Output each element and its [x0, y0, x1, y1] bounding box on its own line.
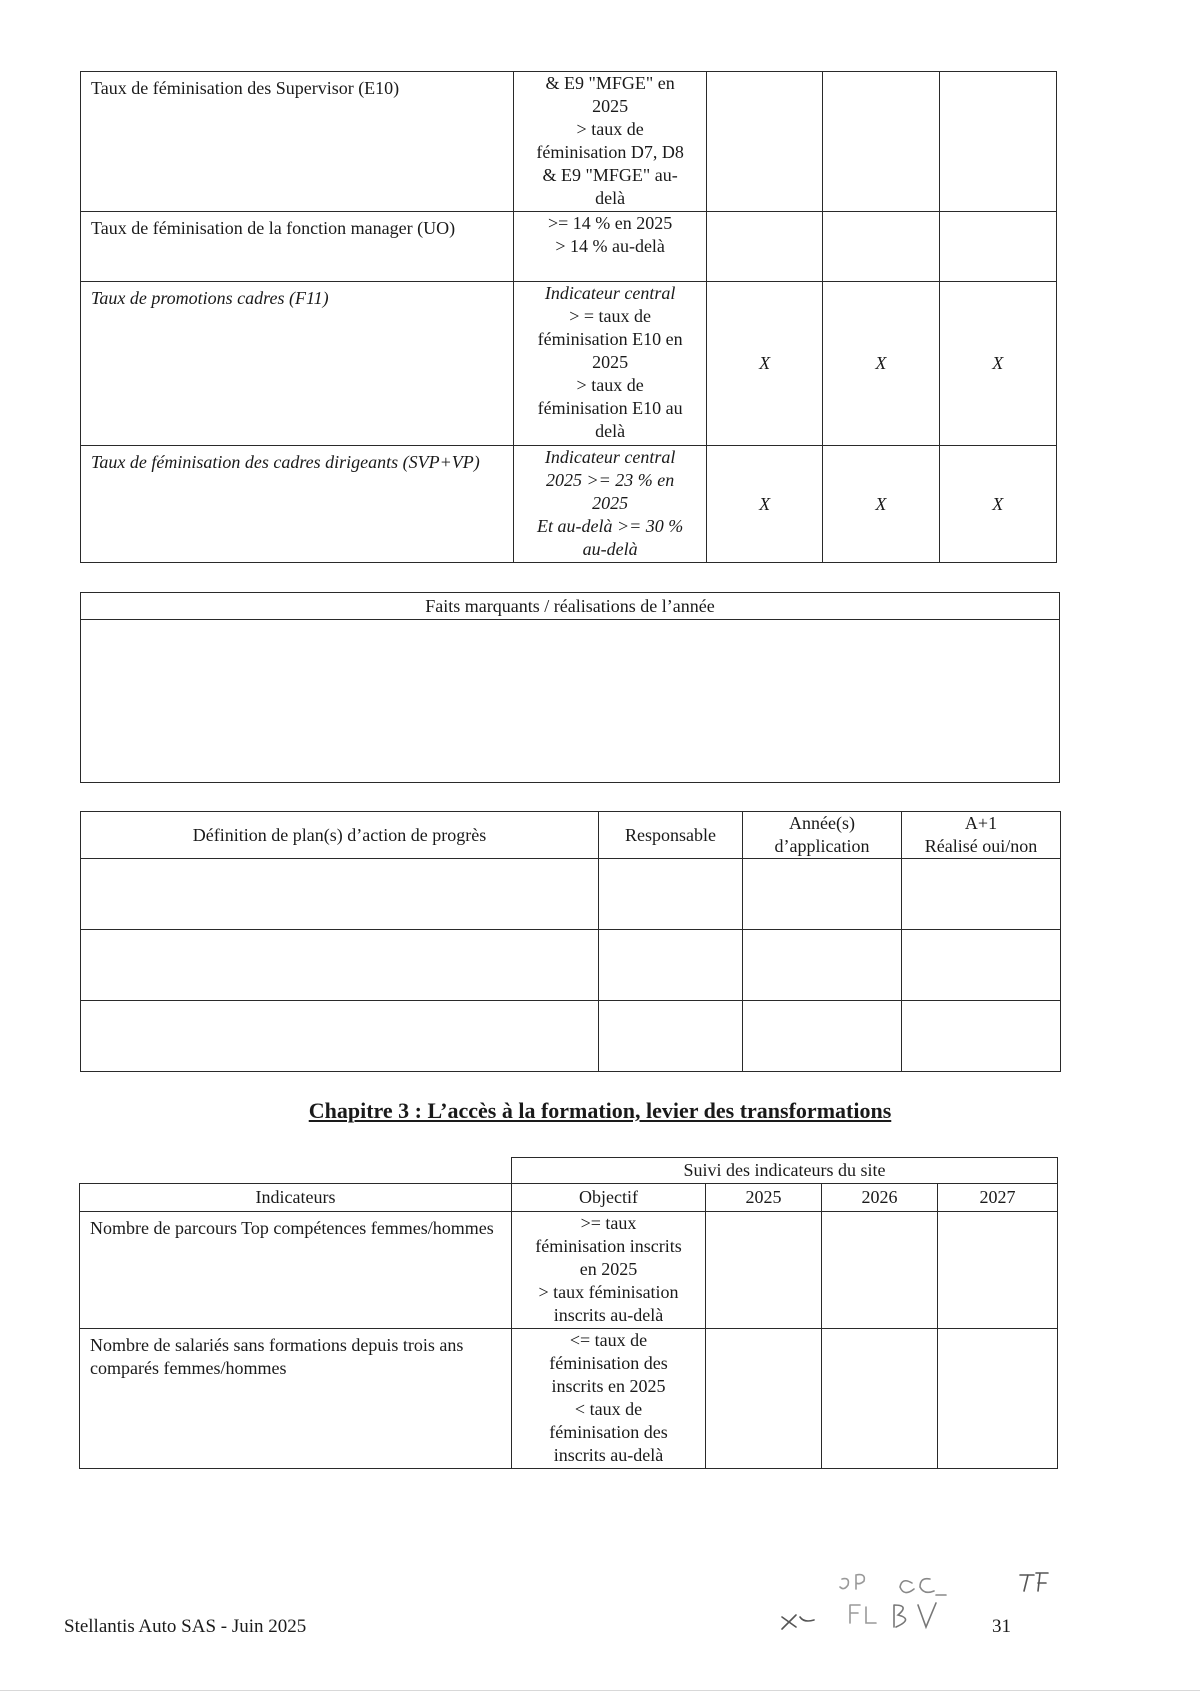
column-header-years: Année(s) d’application [743, 812, 902, 859]
empty-cell[interactable] [902, 1001, 1061, 1072]
mark-2026: X [823, 282, 939, 446]
indicator-table-top [80, 71, 1057, 563]
mark-2027 [939, 212, 1056, 282]
empty-cell[interactable] [599, 1001, 743, 1072]
mark-2026: X [823, 446, 939, 563]
column-header-2027: 2027 [938, 1184, 1058, 1212]
objective-cell: Indicateur central > = taux de féminisation E10 en 2025 > taux de féminisation E10 au delà [514, 282, 707, 446]
table-row [81, 1001, 1061, 1072]
value-2026[interactable] [822, 1329, 938, 1469]
indicator-label: Taux de féminisation de la fonction manager (UO) [81, 212, 514, 282]
site-tracking-header: Suivi des indicateurs du site [512, 1158, 1058, 1184]
value-2025[interactable] [706, 1212, 822, 1329]
footer-company-date: Stellantis Auto SAS - Juin 2025 [64, 1616, 307, 1637]
indicator-label: Nombre de salariés sans formations depuis trois ans comparés femmes/hommes [80, 1329, 512, 1469]
objective-cell: & E9 "MFGE" en 2025 > taux de féminisation D7, D8 & E9 "MFGE" au- delà [514, 72, 707, 212]
table-row [81, 446, 1057, 563]
column-header-definition: Définition de plan(s) d’action de progrès [81, 812, 599, 859]
empty-cell[interactable] [599, 930, 743, 1001]
objective-cell: <= taux de féminisation des inscrits en 2025 < taux de féminisation des inscrits au-delà [512, 1329, 706, 1469]
empty-cell[interactable] [599, 859, 743, 930]
column-header-responsible: Responsable [599, 812, 743, 859]
highlights-table [80, 592, 1060, 783]
indicator-label: Taux de féminisation des cadres dirigeants (SVP+VP) [81, 446, 514, 563]
highlights-title: Faits marquants / réalisations de l’année [81, 593, 1060, 620]
table-row [81, 72, 1057, 212]
action-plan-table [80, 811, 1061, 1072]
mark-2026 [823, 212, 939, 282]
value-2027[interactable] [938, 1329, 1058, 1469]
empty-cell[interactable] [81, 930, 599, 1001]
mark-2025 [706, 72, 822, 212]
empty-cell[interactable] [743, 859, 902, 930]
mark-2027 [939, 72, 1056, 212]
empty-cell[interactable] [81, 859, 599, 930]
scan-edge-divider [0, 1690, 1200, 1691]
empty-cell[interactable] [902, 930, 1061, 1001]
handwritten-initials [770, 1565, 1070, 1635]
page-number: 31 [992, 1616, 1011, 1637]
column-header-indicators: Indicateurs [80, 1184, 512, 1212]
column-header-done: A+1 Réalisé oui/non [902, 812, 1061, 859]
table-row [81, 212, 1057, 282]
mark-2025 [706, 212, 822, 282]
objective-cell: Indicateur central 2025 >= 23 % en 2025 Et au-delà >= 30 % au-delà [514, 446, 707, 563]
value-2026[interactable] [822, 1212, 938, 1329]
empty-cell[interactable] [743, 930, 902, 1001]
table-row [81, 859, 1061, 930]
value-2025[interactable] [706, 1329, 822, 1469]
mark-2025: X [706, 282, 822, 446]
initials-signature-icon [770, 1565, 1070, 1635]
table-row [81, 282, 1057, 446]
chapter-title: Chapitre 3 : L’accès à la formation, levier des transformations [308, 1098, 892, 1123]
value-2027[interactable] [938, 1212, 1058, 1329]
training-indicators-table [79, 1157, 1058, 1469]
table-row [80, 1212, 1058, 1329]
highlights-content[interactable] [81, 620, 1060, 783]
objective-cell: >= 14 % en 2025 > 14 % au-delà [514, 212, 707, 282]
column-header-objective: Objectif [512, 1184, 706, 1212]
indicator-label: Taux de féminisation des Supervisor (E10) [81, 72, 514, 212]
mark-2026 [823, 72, 939, 212]
objective-cell: >= taux féminisation inscrits en 2025 > taux féminisation inscrits au-delà [512, 1212, 706, 1329]
blank-corner [80, 1158, 512, 1184]
table-row [81, 930, 1061, 1001]
empty-cell[interactable] [743, 1001, 902, 1072]
mark-2027: X [939, 446, 1056, 563]
column-header-2025: 2025 [706, 1184, 822, 1212]
mark-2027: X [939, 282, 1056, 446]
column-header-2026: 2026 [822, 1184, 938, 1212]
empty-cell[interactable] [902, 859, 1061, 930]
indicator-label: Nombre de parcours Top compétences femmes/hommes [80, 1212, 512, 1329]
empty-cell[interactable] [81, 1001, 599, 1072]
mark-2025: X [706, 446, 822, 563]
table-row [80, 1329, 1058, 1469]
indicator-label: Taux de promotions cadres (F11) [81, 282, 514, 446]
